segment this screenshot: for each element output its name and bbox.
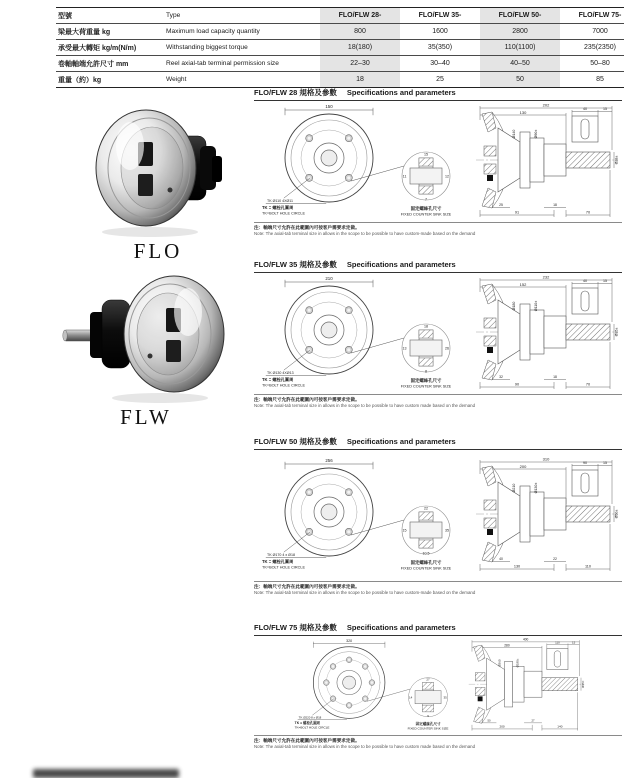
note-cn: 注：軸端尺寸允許在此範圍內可按客戶需要求定做。 [254,584,360,589]
header-type-cn: 型號 [56,8,164,24]
detail-dim-right: 35 [445,528,449,533]
spec-table [56,7,624,88]
section-title [254,87,622,101]
detail-label-cn: 固定螺絲孔尺寸 [410,378,442,383]
section-title [254,436,622,450]
detail-dim-top: 15 [424,152,428,157]
cell-value: 800 [320,24,400,40]
detail-dim-left: 14 [408,695,413,700]
row-label-cn: 承受最大轉矩 kg/m(N/m) [56,40,164,56]
spec-section-35 [254,259,622,408]
tk-note: TK Ø220 8 x Ø18 [298,715,322,720]
side-dim-disc-dia: Ø110± [534,300,538,312]
section-title-en: Specifications and parameters [346,260,456,269]
detail-dim-bottom: 7 [425,197,427,202]
cell-value: 85 [560,72,624,88]
detail-label-en: FIXED COUNTER SINK SIZE [400,212,452,217]
side-dim-flange: 130 [519,109,527,115]
side-dim-tail: 140 [557,724,563,729]
side-dim-tail: 70 [585,210,591,215]
tk-label-en: TK=BOLT HOLE CIRCLE [262,383,306,388]
tk-label-cn: TK = 螺栓孔圓周 [262,205,294,210]
cell-value: 50 [480,72,560,88]
side-dim-inner: 18 [553,375,557,379]
table-row-torque [56,40,624,56]
side-dim-inner: 22 [553,557,557,561]
cell-value: 1600 [400,24,480,40]
header-model-35: FLO/FLW 35- [400,8,480,24]
side-dim-overall: 232 [542,274,550,280]
tk-label-en: TK=BOLT HOLE CIRCLE [294,725,330,730]
cell-value: 2800 [480,24,560,40]
side-dim-small: 32 [499,375,503,379]
tk-note: TK Ø130 4XØ13 [267,371,294,375]
cell-value: 22–30 [320,56,400,72]
front-dim-label: 210 [325,276,333,281]
side-dim-shaft-dia: Ø75± [580,680,585,688]
table-header-row [56,8,624,24]
section-note [254,581,622,595]
product-photo-flw [60,272,232,430]
side-dim-overall: 202 [542,102,550,108]
side-dim-disc-dia: Ø130± [534,482,538,494]
cell-value: 18(180) [320,40,400,56]
row-label-en: Reel axial-tab terminal permission size [164,56,320,72]
technical-drawing [254,102,620,220]
side-view [476,103,619,218]
detail-dim-right: 12 [445,174,449,179]
note-en: Note: The axial-tab terminal size in allows in the scope to be possible to have custom-made based on the demand [254,230,476,236]
detail-dim-left: 11 [402,174,407,179]
tk-label-cn: TK = 螺栓孔圓周 [262,377,294,382]
section-title-en: Specifications and parameters [346,623,456,632]
side-dim-shaft-dia: Ø35± [614,327,619,337]
side-dim-key-len: 40 [583,279,587,283]
flo-product-image [88,106,228,238]
row-label-en: Withstanding biggest torque [164,40,320,56]
detail-label-cn: 固定螺絲孔尺寸 [410,206,442,211]
note-en: Note: The axial-tab terminal size in allows in the scope to be possible to have custom made based on the demand [254,402,476,408]
side-view [469,638,585,731]
side-dim-shaft-dia: Ø28± [614,155,619,165]
tk-label-en: TK=BOLT HOLE CIRCLE [262,565,306,570]
technical-drawing [254,274,620,392]
front-view [262,458,373,570]
cell-value: 30–40 [400,56,480,72]
detail-dim-right: 26 [445,346,449,351]
section-note [254,735,622,749]
detail-dim-bottom: 10.5 [422,551,430,556]
spec-section-75 [254,622,622,749]
cell-value: 35(350) [400,40,480,56]
detail-dim-left: 15 [402,528,407,533]
detail-dim-top: 27 [426,677,430,682]
side-dim-shaft-dia: Ø50± [614,509,619,519]
row-label-cn: 卷軸軸端允許尺寸 mm [56,56,164,72]
note-cn: 注：軸端尺寸允許在此範圍內可按客戶需要求定做。 [254,225,360,230]
header-model-50: FLO/FLW 50- [480,8,560,24]
cell-value: 110(1100) [480,40,560,56]
table-row-terminal-size [56,56,624,72]
side-view [476,275,619,390]
scan-artifact [33,769,179,778]
row-label-en: Weight [164,72,320,88]
detail-dim-left: 13 [402,346,407,351]
side-dim-hub-dia: Ø140 [512,129,516,139]
row-label-cn: 重量（約）kg [56,72,164,88]
detail-label-cn: 固定螺絲孔尺寸 [410,560,442,565]
side-view [476,457,619,572]
tk-note: TK Ø110 4XØ11 [267,199,294,203]
side-dim-key-end: 15 [603,107,607,111]
tk-label-cn: TK = 螺栓孔圓周 [294,721,321,726]
front-view [262,104,373,216]
product-label-flw: FLW [120,405,172,429]
header-model-28: FLO/FLW 28- [320,8,400,24]
row-label-en: Maximum load capacity quantity [164,24,320,40]
section-title-cn: FLO/FLW 75 規格及參數 [254,623,337,632]
cell-value: 40–50 [480,56,560,72]
side-dim-hub-dia: Ø210 [512,483,516,493]
side-dim-tail: 110 [584,564,592,569]
table-row-load [56,24,624,40]
cell-value: 235(2350) [560,40,624,56]
note-cn: 注：軸端尺寸允許在此範圍內可按客戶需要求定做。 [254,738,360,743]
side-dim-small: 25 [499,203,503,207]
technical-drawing [254,451,620,579]
front-dim-label: 150 [325,104,333,109]
side-dim-bottom: 200 [499,724,505,729]
tk-label-cn: TK = 螺栓孔圓周 [262,559,294,564]
section-note [254,394,622,408]
section-note [254,222,622,236]
note-cn: 注：軸端尺寸允許在此範圍內可按客戶需要求定做。 [254,397,360,402]
side-dim-bottom: 130 [513,564,521,569]
side-dim-tail: 70 [585,382,591,387]
side-dim-key-len: 40 [583,107,587,111]
table-row-weight [56,72,624,88]
side-dim-small: 50 [487,719,491,723]
detail-label-cn: 固定螺絲孔尺寸 [415,721,441,726]
side-dim-disc-dia: Ø90± [534,129,538,139]
side-dim-bottom: 90 [514,382,520,387]
detail-dim-bottom: 8 [425,369,427,374]
tk-label-en: TK=BOLT HOLE CIRCLE [262,211,306,216]
header-type-en: Type [164,8,320,24]
front-dim-label: 256 [325,458,333,463]
side-dim-overall: 400 [522,637,529,642]
detail-dim-top: 18 [424,324,428,329]
side-dim-key-end: 15 [603,461,607,465]
cell-value: 7000 [560,24,624,40]
side-dim-bottom: 91 [514,210,520,215]
detail-dim-bottom: 9 [427,714,429,719]
detail-label-en: FIXED COUNTER SINK SIZE [400,566,452,571]
note-en: Note: The axial-tab terminal size in allows in the scope to be possible to have custom-made based on the demand [254,589,476,595]
cell-value: 18 [320,72,400,88]
spec-section-28 [254,87,622,236]
side-dim-overall: 310 [542,456,550,462]
section-title-cn: FLO/FLW 35 規格及參數 [254,260,337,269]
note-en: Note: The axial-tab terminal size in allows in the scope to be possible to have custom made based on the demand [254,743,476,749]
front-view [295,639,385,730]
side-dim-key-len: 90 [583,461,587,465]
section-title [254,622,622,636]
section-title-en: Specifications and parameters [346,88,456,97]
product-label-flo: FLO [133,239,183,263]
front-dim-label: 320 [346,638,353,643]
side-dim-inner: 18 [553,203,557,207]
section-title-en: Specifications and parameters [346,437,456,446]
section-title-cn: FLO/FLW 50 規格及參數 [254,437,337,446]
cell-value: 25 [400,72,480,88]
section-title [254,259,622,273]
front-view [262,276,373,388]
side-dim-small: 40 [499,557,503,561]
section-title-cn: FLO/FLW 28 規格及參數 [254,88,337,97]
header-model-75: FLO/FLW 75- [560,8,624,24]
cell-value: 50–80 [560,56,624,72]
side-dim-flange: 280 [504,643,510,648]
side-dim-disc-dia: Ø180± [515,658,520,668]
tk-note: TK Ø170 4 x Ø18 [267,553,295,557]
product-photo-flo [88,106,228,264]
row-label-cn: 梁最大荷重量 kg [56,24,164,40]
side-dim-inner: 27 [531,719,535,723]
spec-section-50 [254,436,622,595]
detail-label-en: FIXED COUNTER SINK SIZE [407,726,449,731]
flw-product-image [60,272,232,404]
side-dim-hub-dia: Ø260 [497,659,502,667]
technical-drawing [254,637,620,733]
side-dim-key-len: 110 [555,640,560,645]
side-dim-hub-dia: Ø180 [512,301,516,311]
side-dim-flange: 152 [519,281,527,287]
detail-dim-right: 35 [443,695,447,700]
side-dim-flange: 200 [519,463,527,469]
detail-dim-top: 22 [424,506,428,511]
side-dim-key-end: 15 [572,640,576,645]
side-dim-key-end: 15 [603,279,607,283]
detail-label-en: FIXED COUNTER SINK SIZE [400,384,452,389]
